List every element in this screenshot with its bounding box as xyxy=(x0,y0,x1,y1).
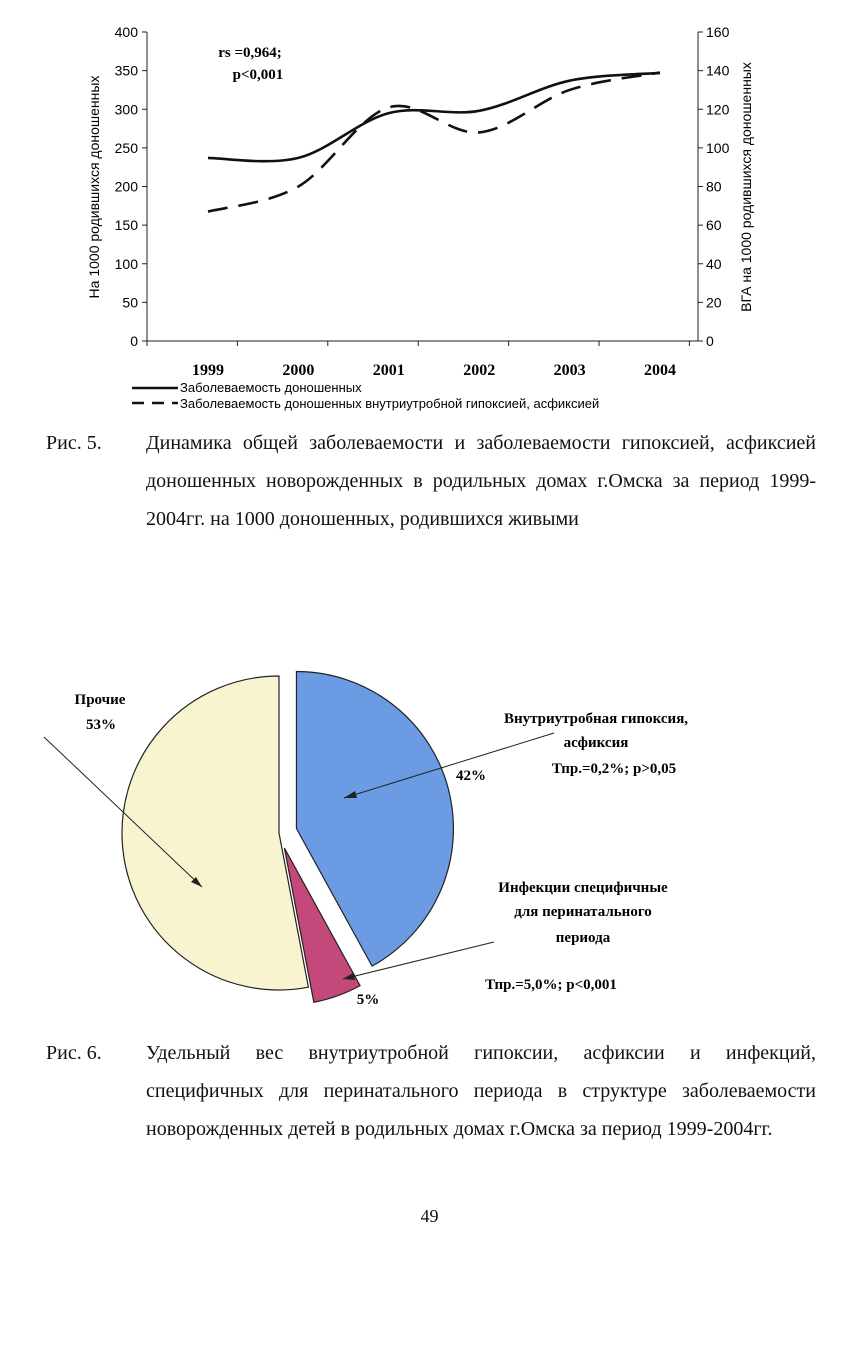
left-y-tick-label: 250 xyxy=(114,139,138,156)
figure-6-text: Удельный вес внутриутробной гипоксии, асфиксии и инфекций, специфичных для перинатального периода в структуре заболеваемости новорожденных детей в родильных домах г.Омска за период 1999-2004гг. xyxy=(146,1042,816,1140)
pie-slices xyxy=(122,672,453,1003)
figure-5-text: Динамика общей заболеваемости и заболеваемости гипоксией, асфиксией доношенных новорожденных в родильных домах г.Омска за период 1999-2004гг. на 1000 доношенных, родившихся живыми xyxy=(146,432,816,530)
line-chart xyxy=(0,0,859,420)
chart-series xyxy=(208,73,660,212)
right-y-tick-label: 0 xyxy=(706,333,714,349)
right-y-tick-label: 60 xyxy=(706,217,722,234)
legend-label-total-morbidity: Заболеваемость доношенных xyxy=(180,380,362,395)
correlation-annotation-line2: p<0,001 xyxy=(232,67,284,83)
x-tick-label: 2003 xyxy=(553,362,586,379)
right-y-tick-label: 20 xyxy=(706,294,722,311)
x-tick-label: 2001 xyxy=(372,362,405,379)
right-y-tick-label: 120 xyxy=(706,101,730,118)
label-infection-line2: для перинатального xyxy=(514,904,652,920)
right-y-tick-label: 80 xyxy=(706,178,722,195)
figure-6-caption xyxy=(46,1034,816,1148)
chart-axes xyxy=(147,32,698,341)
left-y-ticks xyxy=(115,24,147,349)
legend-label-hypoxia-morbidity: Заболеваемость доношенных внутриутробной гипоксией, асфиксией xyxy=(180,396,600,411)
right-y-ticks xyxy=(698,24,730,349)
label-hypoxia-line2: асфиксия xyxy=(563,735,629,751)
left-y-tick-label: 200 xyxy=(114,178,138,195)
figure-5-caption xyxy=(46,424,816,538)
correlation-annotation-line1: rs =0,964; xyxy=(218,45,282,61)
percent-other: 53% xyxy=(86,717,116,733)
x-tick-label: 2000 xyxy=(282,362,315,379)
x-tick-label: 2002 xyxy=(463,362,496,379)
left-y-tick-label: 300 xyxy=(114,101,138,118)
label-hypoxia-line1: Внутриутробная гипоксия, xyxy=(503,711,689,727)
left-y-tick-label: 150 xyxy=(114,217,138,234)
pie-slice-other xyxy=(122,676,308,990)
left-y-tick-label: 350 xyxy=(114,62,138,79)
chart-legend xyxy=(132,380,599,411)
stat-infection: Тпр.=5,0%; р<0,001 xyxy=(485,977,617,993)
percent-infection: 5% xyxy=(356,992,380,1008)
right-y-tick-label: 40 xyxy=(706,255,722,272)
stat-hypoxia: Тпр.=0,2%; р>0,05 xyxy=(551,761,677,777)
percent-hypoxia: 42% xyxy=(456,768,486,784)
x-tick-label: 2004 xyxy=(644,362,676,379)
series-line-hypoxia-morbidity xyxy=(208,73,660,212)
label-infection-line1: Инфекции специфичные xyxy=(498,880,668,896)
y-axis-label-right: ВГА на 1000 родившихся доношенных xyxy=(738,62,754,312)
figure-6-number: Рис. 6. xyxy=(46,1042,102,1064)
x-tick-label: 1999 xyxy=(192,362,224,379)
left-y-tick-label: 100 xyxy=(114,255,138,272)
left-y-tick-label: 400 xyxy=(114,24,138,40)
pie-chart xyxy=(0,640,859,1020)
left-y-tick-label: 0 xyxy=(130,333,138,349)
figure-5-number: Рис. 5. xyxy=(46,432,102,454)
right-y-tick-label: 100 xyxy=(706,139,730,156)
x-ticks xyxy=(147,341,689,379)
left-y-tick-label: 50 xyxy=(122,294,138,311)
page-number: 49 xyxy=(420,1206,439,1226)
label-infection-line3: периода xyxy=(555,930,611,946)
right-y-tick-label: 160 xyxy=(706,24,730,40)
y-axis-label-left: На 1000 родившихся доношенных xyxy=(86,75,102,299)
label-other: Прочие xyxy=(74,692,126,708)
right-y-tick-label: 140 xyxy=(706,62,730,79)
